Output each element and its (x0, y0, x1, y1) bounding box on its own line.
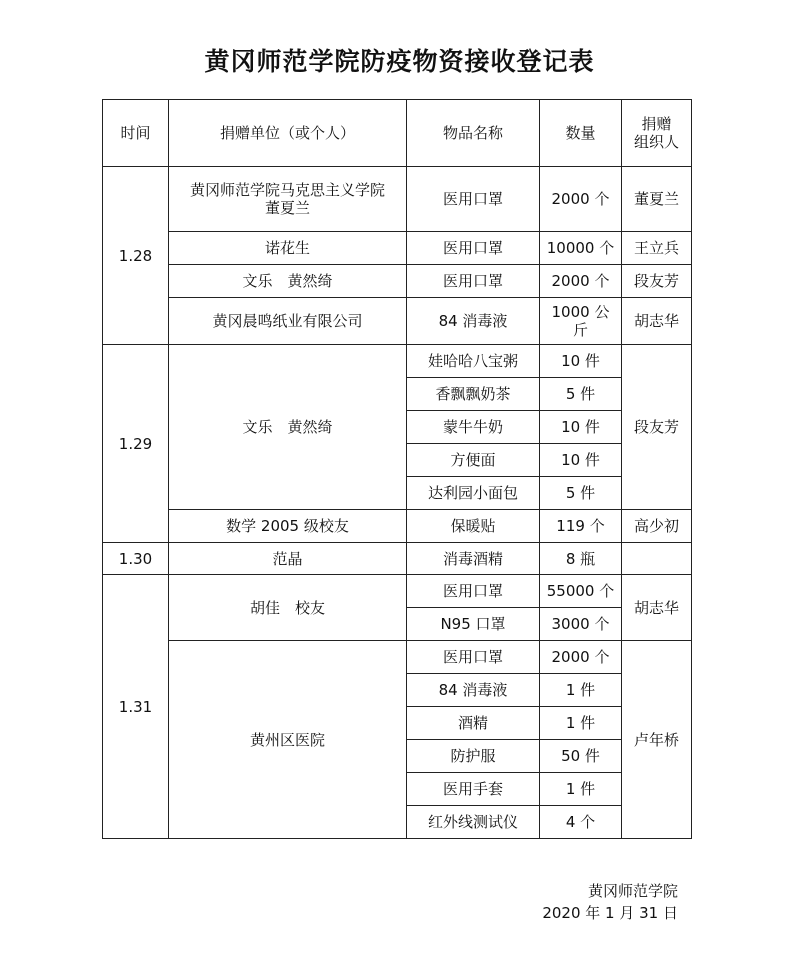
quantity-cell: 8 瓶 (540, 543, 622, 575)
quantity-cell: 1 件 (540, 707, 622, 740)
quantity-cell: 1 件 (540, 674, 622, 707)
donor-cell: 胡佳 校友 (169, 575, 407, 641)
quantity-cell: 119 个 (540, 510, 622, 543)
table-row (103, 345, 692, 378)
header-time: 时间 (103, 100, 169, 167)
table-row (103, 641, 692, 674)
table-row (103, 232, 692, 265)
organizer-cell: 胡志华 (622, 575, 692, 641)
organizer-cell: 高少初 (622, 510, 692, 543)
date-cell: 1.31 (103, 575, 169, 839)
table-row (103, 510, 692, 543)
quantity-cell: 10000 个 (540, 232, 622, 265)
header-donor: 捐赠单位（或个人） (169, 100, 407, 167)
quantity-cell: 10 件 (540, 345, 622, 378)
item-cell: 医用口罩 (407, 575, 540, 608)
item-cell: 84 消毒液 (407, 298, 540, 345)
item-cell: 医用口罩 (407, 265, 540, 298)
header-item: 物品名称 (407, 100, 540, 167)
organizer-cell: 段友芳 (622, 265, 692, 298)
quantity-cell: 4 个 (540, 806, 622, 839)
item-cell: 医用口罩 (407, 167, 540, 232)
item-cell: 保暖贴 (407, 510, 540, 543)
quantity-cell: 1000 公 斤 (540, 298, 622, 345)
table-row (103, 575, 692, 608)
donor-cell: 文乐 黄然绮 (169, 265, 407, 298)
donor-cell: 诺花生 (169, 232, 407, 265)
table-row (103, 265, 692, 298)
quantity-cell: 1 件 (540, 773, 622, 806)
header-organizer: 捐赠 组织人 (622, 100, 692, 167)
table-row (103, 298, 692, 345)
quantity-cell: 5 件 (540, 378, 622, 411)
donor-cell: 文乐 黄然绮 (169, 345, 407, 510)
date-cell: 1.28 (103, 167, 169, 345)
organizer-cell (622, 543, 692, 575)
donor-cell: 范晶 (169, 543, 407, 575)
item-cell: 香飘飘奶茶 (407, 378, 540, 411)
quantity-cell: 2000 个 (540, 641, 622, 674)
quantity-cell: 2000 个 (540, 167, 622, 232)
donor-cell: 黄冈晨鸣纸业有限公司 (169, 298, 407, 345)
date-cell: 1.29 (103, 345, 169, 543)
quantity-cell: 10 件 (540, 411, 622, 444)
table-row (103, 543, 692, 575)
page-title: 黄冈师范学院防疫物资接收登记表 (204, 47, 595, 76)
quantity-cell: 3000 个 (540, 608, 622, 641)
donor-cell: 黄冈师范学院马克思主义学院 董夏兰 (169, 167, 407, 232)
donor-cell: 数学 2005 级校友 (169, 510, 407, 543)
table-row (103, 167, 692, 232)
date-cell: 1.30 (103, 543, 169, 575)
item-cell: 84 消毒液 (407, 674, 540, 707)
organizer-cell: 卢年桥 (622, 641, 692, 839)
donor-cell: 黄州区医院 (169, 641, 407, 839)
organizer-cell: 董夏兰 (622, 167, 692, 232)
item-cell: N95 口罩 (407, 608, 540, 641)
item-cell: 防护服 (407, 740, 540, 773)
item-cell: 达利园小面包 (407, 477, 540, 510)
item-cell: 方便面 (407, 444, 540, 477)
item-cell: 蒙牛牛奶 (407, 411, 540, 444)
footer-organization: 黄冈师范学院 (587, 882, 678, 900)
quantity-cell: 5 件 (540, 477, 622, 510)
quantity-cell: 50 件 (540, 740, 622, 773)
item-cell: 医用口罩 (407, 641, 540, 674)
donation-table (102, 99, 692, 839)
organizer-cell: 段友芳 (622, 345, 692, 510)
organizer-cell: 胡志华 (622, 298, 692, 345)
item-cell: 消毒酒精 (407, 543, 540, 575)
organizer-cell: 王立兵 (622, 232, 692, 265)
quantity-cell: 10 件 (540, 444, 622, 477)
header-quantity: 数量 (540, 100, 622, 167)
item-cell: 娃哈哈八宝粥 (407, 345, 540, 378)
item-cell: 医用口罩 (407, 232, 540, 265)
quantity-cell: 55000 个 (540, 575, 622, 608)
quantity-cell: 2000 个 (540, 265, 622, 298)
item-cell: 医用手套 (407, 773, 540, 806)
header-row (103, 100, 692, 167)
footer-date: 2020 年 1 月 31 日 (542, 904, 678, 922)
item-cell: 酒精 (407, 707, 540, 740)
item-cell: 红外线测试仪 (407, 806, 540, 839)
